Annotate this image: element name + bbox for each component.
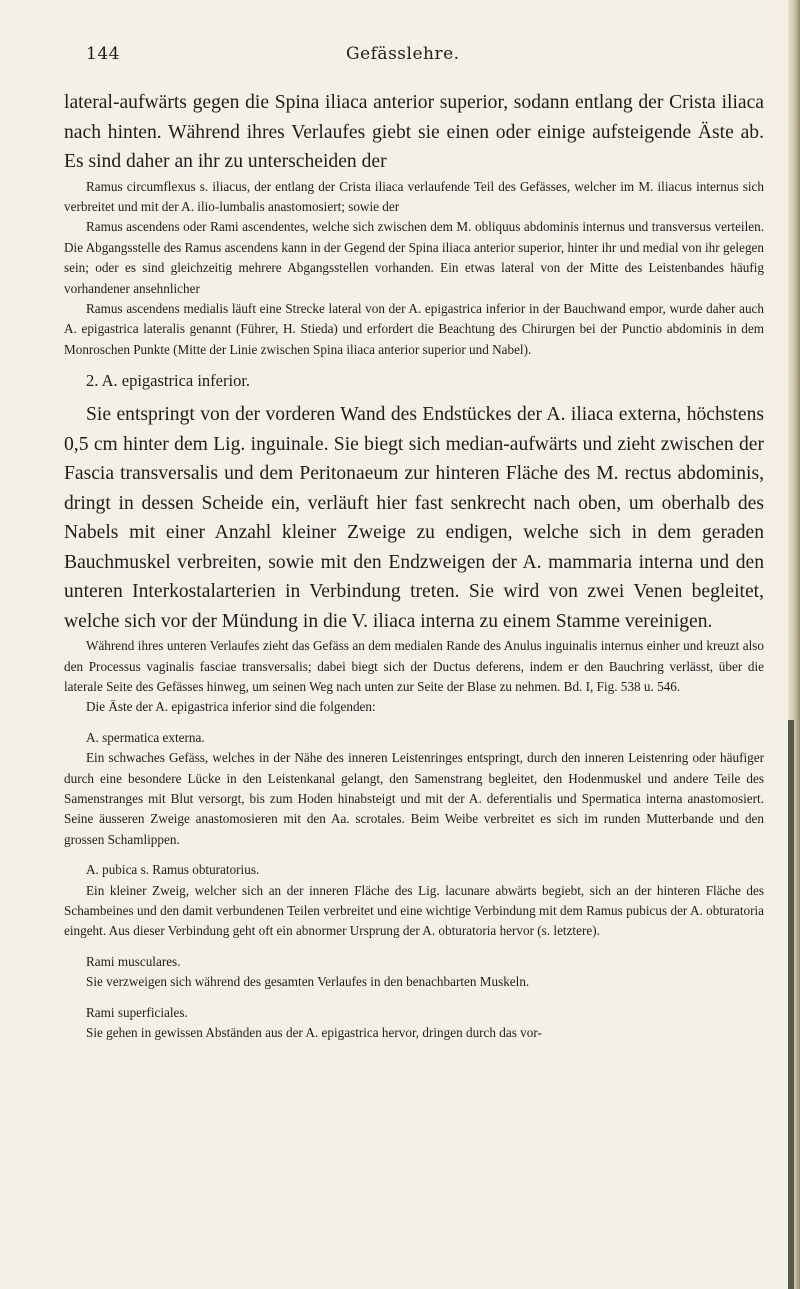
paragraph-spermatica-externa: Ein schwaches Gefäss, welches in der Nähe des inneren Leistenringes entspringt, durch den inneren Leistenring oder häufiger durch eine besondere Lücke in den Leistenkanal gelangt, den Samenstrang begleitet, den Hodenmuskel und andere Teile des Samenstranges mit Blut versorgt, bis zum Hoden hinabsteigt und mit der A. deferentialis und Spermatica interna anastomosiert. Seine äusseren Zweige anastomosieren mit den Aa. scrotales. Beim Weibe verbreitet es sich im runden Mutterbande und den grossen Schamlippen. — [64, 750, 764, 847]
paragraph-ramus-ascendens: Ramus ascendens oder Rami ascendentes, welche sich zwischen dem M. obliquus abdominis internus und transversus verteilen. Die Abgangsstelle des Ramus ascendens kann in der Gegend der Spina iliaca anterior superior, hinter ihr und medial von ihr gelegen sein; oder es sind gleichzeitig mehrere Abgangsstellen vorhanden. Ein etwas lateral von der Mitte des Leistenbandes häufig vorhandener ansehnlicher — [64, 219, 764, 296]
section-heading: 2. A. epigastrica inferior. — [86, 371, 251, 391]
binding-shadow — [788, 720, 794, 1289]
paragraph-intro: lateral-aufwärts gegen die Spina iliaca anterior superior, sodann entlang der Crista iliaca nach hinten. Während ihres Verlaufes giebt sie einen oder einige aufsteigende Äste ab. Es sind daher an ihr zu unterscheiden der — [64, 92, 764, 172]
paragraph-pubica: Ein kleiner Zweig, welcher sich an der inneren Fläche des Lig. lacunare abwärts begiebt, sich an der hinteren Fläche des Schambeines und den damit verbundenen Teilen verbreitet und eine wichtige Verbindung mit dem Ramus pubicus der A. obturatoria eingeht. Aus dieser Verbindung geht oft ein abnormer Ursprung der A. obturatoria hervor (s. letztere). — [64, 882, 764, 939]
document-page — [64, 0, 764, 1289]
paragraph-rami-superficiales: Sie gehen in gewissen Abständen aus der A. epigastrica hervor, dringen durch das vor- — [86, 1025, 542, 1041]
paragraph-epigastrica-main: Sie entspringt von der vorderen Wand des Endstückes der A. iliaca externa, höchstens 0,5 cm hinter dem Lig. inguinale. Sie biegt sich median-aufwärts und zieht zwischen der Fascia transversalis und dem Peritonaeum zur hinteren Fläche des M. rectus abdominis, dringt in dessen Scheide ein, verläuft hier fast senkrecht nach oben, um oberhalb des Nabels mit einer Anzahl kleiner Zweige zu endigen, welche sich in dem geraden Bauchmuskel verbreiten, sowie mit den Endzweigen der A. mammaria interna und den unteren Interkostalarterien in Verbindung treten. Sie wird von zwei Venen begleitet, welche sich vor der Mündung in die V. iliaca interna zu einem Stamme vereinigen. — [64, 404, 764, 632]
paragraph-ramus-circumflexus: Ramus circumflexus s. iliacus, der entlang der Crista iliaca verlaufende Teil des Gefässes, welcher im M. iliacus internus sich verbreitet und mit der A. ilio-lumbalis anastomosiert; sowie der — [64, 178, 764, 214]
paragraph-lower-course: Während ihres unteren Verlaufes zieht das Gefäss an dem medialen Rande des Anulus inguinalis internus einher und kreuzt also den Processus vaginalis fasciae transversalis; dabei biegt sich der Ductus deferens, indem er den Bauchring verlässt, über die laterale Seite des Gefässes hinweg, um seinen Weg nach unten zur Seite der Blase zu nehmen. Bd. I, Fig. 538 u. 546. — [64, 638, 764, 694]
page-header — [86, 44, 686, 64]
page-number: 144 — [86, 44, 120, 64]
page-body — [64, 88, 764, 1043]
subheading-rami-musculares: Rami musculares. — [86, 953, 181, 969]
paragraph-ramus-ascendens-medialis: Ramus ascendens medialis läuft eine Strecke lateral von der A. epigastrica inferior in der Bauchwand empor, wurde daher auch A. epigastrica lateralis genannt (Führer, H. Stieda) und erfordert die Beachtung des Chirurgen bei der Punctio abdominis in dem Monroschen Punkte (Mitte der Linie zwischen Spina iliaca anterior superior und Nabel). — [64, 300, 764, 357]
subheading-pubica: A. pubica s. Ramus obturatorius. — [86, 862, 260, 878]
paragraph-branches-intro: Die Äste der A. epigastrica inferior sind die folgenden: — [86, 699, 376, 715]
subheading-spermatica-externa: A. spermatica externa. — [86, 729, 205, 745]
running-title: Gefässlehre. — [346, 44, 460, 64]
paragraph-rami-musculares: Sie verzweigen sich während des gesamten Verlaufes in den benachbarten Muskeln. — [86, 974, 530, 990]
subheading-rami-superficiales: Rami superficiales. — [86, 1004, 188, 1020]
